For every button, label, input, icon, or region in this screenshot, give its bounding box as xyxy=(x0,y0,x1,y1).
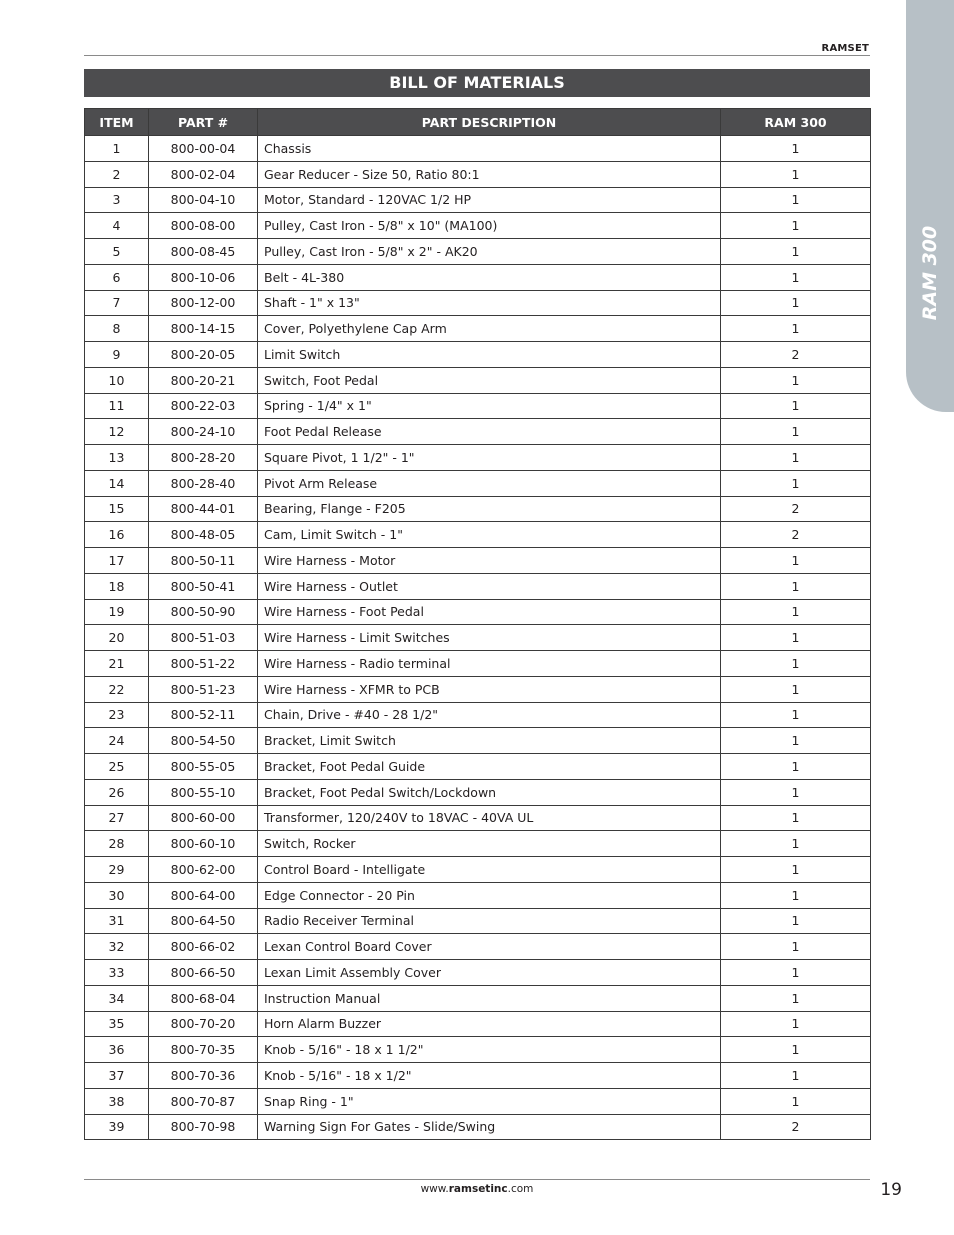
table-row xyxy=(85,702,871,728)
item-cell: 27 xyxy=(85,805,149,831)
item-cell: 5 xyxy=(85,239,149,265)
part-description-cell: Bracket, Foot Pedal Switch/Lockdown xyxy=(258,779,721,805)
part-number-cell: 800-64-00 xyxy=(149,882,258,908)
part-description-cell: Switch, Foot Pedal xyxy=(258,367,721,393)
part-number-cell: 800-66-50 xyxy=(149,960,258,986)
item-cell: 29 xyxy=(85,857,149,883)
part-description-cell: Foot Pedal Release xyxy=(258,419,721,445)
quantity-cell: 1 xyxy=(721,239,871,265)
part-number-cell: 800-62-00 xyxy=(149,857,258,883)
table-row xyxy=(85,728,871,754)
part-number-cell: 800-08-00 xyxy=(149,213,258,239)
part-number-cell: 800-20-05 xyxy=(149,342,258,368)
quantity-cell: 1 xyxy=(721,934,871,960)
item-cell: 36 xyxy=(85,1037,149,1063)
table-row xyxy=(85,676,871,702)
part-number-cell: 800-51-23 xyxy=(149,676,258,702)
part-number-cell: 800-70-87 xyxy=(149,1088,258,1114)
table-row xyxy=(85,573,871,599)
part-number-cell: 800-55-10 xyxy=(149,779,258,805)
part-number-cell: 800-54-50 xyxy=(149,728,258,754)
item-cell: 37 xyxy=(85,1063,149,1089)
table-row xyxy=(85,1037,871,1063)
table-row xyxy=(85,599,871,625)
part-number-cell: 800-28-20 xyxy=(149,445,258,471)
part-number-cell: 800-70-98 xyxy=(149,1114,258,1140)
item-cell: 23 xyxy=(85,702,149,728)
table-row xyxy=(85,857,871,883)
item-cell: 10 xyxy=(85,367,149,393)
item-cell: 22 xyxy=(85,676,149,702)
quantity-cell: 1 xyxy=(721,908,871,934)
part-description-cell: Wire Harness - Outlet xyxy=(258,573,721,599)
table-row xyxy=(85,831,871,857)
item-cell: 12 xyxy=(85,419,149,445)
part-description-cell: Square Pivot, 1 1/2" - 1" xyxy=(258,445,721,471)
part-description-cell: Pulley, Cast Iron - 5/8" x 10" (MA100) xyxy=(258,213,721,239)
header-divider xyxy=(84,55,870,56)
part-description-cell: Warning Sign For Gates - Slide/Swing xyxy=(258,1114,721,1140)
table-row xyxy=(85,1088,871,1114)
quantity-cell: 1 xyxy=(721,651,871,677)
item-cell: 25 xyxy=(85,754,149,780)
item-cell: 32 xyxy=(85,934,149,960)
item-cell: 28 xyxy=(85,831,149,857)
item-cell: 35 xyxy=(85,1011,149,1037)
part-description-cell: Knob - 5/16" - 18 x 1 1/2" xyxy=(258,1037,721,1063)
table-row xyxy=(85,470,871,496)
table-row xyxy=(85,522,871,548)
quantity-cell: 1 xyxy=(721,367,871,393)
item-cell: 14 xyxy=(85,470,149,496)
part-number-cell: 800-50-11 xyxy=(149,548,258,574)
quantity-cell: 1 xyxy=(721,831,871,857)
quantity-cell: 1 xyxy=(721,290,871,316)
item-cell: 17 xyxy=(85,548,149,574)
item-cell: 24 xyxy=(85,728,149,754)
part-description-cell: Wire Harness - Motor xyxy=(258,548,721,574)
quantity-cell: 1 xyxy=(721,805,871,831)
quantity-cell: 1 xyxy=(721,393,871,419)
table-row xyxy=(85,445,871,471)
table-header-row xyxy=(85,109,871,136)
item-cell: 1 xyxy=(85,136,149,162)
quantity-cell: 1 xyxy=(721,548,871,574)
header-brand: RAMSET xyxy=(821,43,869,54)
table-row xyxy=(85,882,871,908)
part-description-cell: Chassis xyxy=(258,136,721,162)
part-description-cell: Gear Reducer - Size 50, Ratio 80:1 xyxy=(258,161,721,187)
table-row xyxy=(85,393,871,419)
part-number-cell: 800-00-04 xyxy=(149,136,258,162)
quantity-cell: 1 xyxy=(721,985,871,1011)
part-description-cell: Belt - 4L-380 xyxy=(258,264,721,290)
part-number-cell: 800-60-10 xyxy=(149,831,258,857)
item-cell: 8 xyxy=(85,316,149,342)
part-description-cell: Lexan Control Board Cover xyxy=(258,934,721,960)
part-number-cell: 800-64-50 xyxy=(149,908,258,934)
table-row xyxy=(85,239,871,265)
table-row xyxy=(85,419,871,445)
quantity-cell: 2 xyxy=(721,1114,871,1140)
table-body xyxy=(85,136,871,1140)
table-row xyxy=(85,342,871,368)
quantity-cell: 1 xyxy=(721,445,871,471)
quantity-cell: 2 xyxy=(721,342,871,368)
table-row xyxy=(85,779,871,805)
part-number-cell: 800-24-10 xyxy=(149,419,258,445)
part-description-cell: Cover, Polyethylene Cap Arm xyxy=(258,316,721,342)
quantity-cell: 1 xyxy=(721,470,871,496)
footer-url[interactable] xyxy=(0,1183,954,1195)
item-cell: 11 xyxy=(85,393,149,419)
part-description-cell: Radio Receiver Terminal xyxy=(258,908,721,934)
part-number-cell: 800-28-40 xyxy=(149,470,258,496)
quantity-cell: 1 xyxy=(721,625,871,651)
table-row xyxy=(85,1011,871,1037)
table-row xyxy=(85,1063,871,1089)
part-number-cell: 800-12-00 xyxy=(149,290,258,316)
part-number-cell: 800-51-22 xyxy=(149,651,258,677)
quantity-cell: 1 xyxy=(721,1011,871,1037)
part-number-cell: 800-02-04 xyxy=(149,161,258,187)
bill-of-materials-table xyxy=(84,108,871,1140)
footer-divider xyxy=(84,1179,870,1180)
table-row xyxy=(85,754,871,780)
quantity-cell: 1 xyxy=(721,136,871,162)
part-number-cell: 800-66-02 xyxy=(149,934,258,960)
part-description-cell: Bracket, Foot Pedal Guide xyxy=(258,754,721,780)
quantity-cell: 1 xyxy=(721,1063,871,1089)
quantity-cell: 1 xyxy=(721,754,871,780)
part-number-cell: 800-68-04 xyxy=(149,985,258,1011)
part-description-cell: Edge Connector - 20 Pin xyxy=(258,882,721,908)
table-row xyxy=(85,985,871,1011)
item-cell: 13 xyxy=(85,445,149,471)
item-cell: 34 xyxy=(85,985,149,1011)
table-row xyxy=(85,161,871,187)
quantity-cell: 1 xyxy=(721,779,871,805)
part-description-cell: Knob - 5/16" - 18 x 1/2" xyxy=(258,1063,721,1089)
item-cell: 2 xyxy=(85,161,149,187)
table-row xyxy=(85,136,871,162)
table-row xyxy=(85,548,871,574)
table-row xyxy=(85,625,871,651)
part-description-cell: Control Board - Intelligate xyxy=(258,857,721,883)
item-cell: 20 xyxy=(85,625,149,651)
quantity-cell: 1 xyxy=(721,728,871,754)
part-number-cell: 800-14-15 xyxy=(149,316,258,342)
part-description-cell: Switch, Rocker xyxy=(258,831,721,857)
part-description-cell: Shaft - 1" x 13" xyxy=(258,290,721,316)
table-row xyxy=(85,496,871,522)
page-title: BILL OF MATERIALS xyxy=(84,69,870,97)
part-description-cell: Bracket, Limit Switch xyxy=(258,728,721,754)
part-number-cell: 800-70-35 xyxy=(149,1037,258,1063)
item-cell: 31 xyxy=(85,908,149,934)
side-tab-label: RAM 300 xyxy=(919,225,941,321)
part-number-cell: 800-48-05 xyxy=(149,522,258,548)
column-header-ram-300: RAM 300 xyxy=(721,109,871,136)
part-number-cell: 800-44-01 xyxy=(149,496,258,522)
part-description-cell: Motor, Standard - 120VAC 1/2 HP xyxy=(258,187,721,213)
item-cell: 19 xyxy=(85,599,149,625)
part-description-cell: Wire Harness - Foot Pedal xyxy=(258,599,721,625)
side-tab xyxy=(906,0,954,412)
quantity-cell: 1 xyxy=(721,1037,871,1063)
part-number-cell: 800-70-20 xyxy=(149,1011,258,1037)
part-description-cell: Bearing, Flange - F205 xyxy=(258,496,721,522)
part-number-cell: 800-04-10 xyxy=(149,187,258,213)
table-row xyxy=(85,960,871,986)
part-number-cell: 800-08-45 xyxy=(149,239,258,265)
table-row xyxy=(85,651,871,677)
item-cell: 6 xyxy=(85,264,149,290)
table-row xyxy=(85,934,871,960)
quantity-cell: 1 xyxy=(721,264,871,290)
part-description-cell: Wire Harness - Limit Switches xyxy=(258,625,721,651)
part-description-cell: Snap Ring - 1" xyxy=(258,1088,721,1114)
item-cell: 9 xyxy=(85,342,149,368)
footer-url-prefix: www. xyxy=(420,1183,449,1195)
item-cell: 26 xyxy=(85,779,149,805)
table-row xyxy=(85,187,871,213)
quantity-cell: 1 xyxy=(721,702,871,728)
table-row xyxy=(85,908,871,934)
part-number-cell: 800-22-03 xyxy=(149,393,258,419)
quantity-cell: 1 xyxy=(721,960,871,986)
item-cell: 16 xyxy=(85,522,149,548)
table-row xyxy=(85,316,871,342)
column-header-item: ITEM xyxy=(85,109,149,136)
item-cell: 21 xyxy=(85,651,149,677)
part-number-cell: 800-52-11 xyxy=(149,702,258,728)
quantity-cell: 1 xyxy=(721,676,871,702)
part-description-cell: Transformer, 120/240V to 18VAC - 40VA UL xyxy=(258,805,721,831)
part-description-cell: Pulley, Cast Iron - 5/8" x 2" - AK20 xyxy=(258,239,721,265)
quantity-cell: 1 xyxy=(721,599,871,625)
page-number: 19 xyxy=(880,1180,902,1200)
part-description-cell: Limit Switch xyxy=(258,342,721,368)
quantity-cell: 1 xyxy=(721,419,871,445)
column-header-part-description: PART DESCRIPTION xyxy=(258,109,721,136)
part-description-cell: Wire Harness - Radio terminal xyxy=(258,651,721,677)
quantity-cell: 1 xyxy=(721,882,871,908)
part-description-cell: Instruction Manual xyxy=(258,985,721,1011)
part-number-cell: 800-51-03 xyxy=(149,625,258,651)
part-number-cell: 800-10-06 xyxy=(149,264,258,290)
quantity-cell: 1 xyxy=(721,1088,871,1114)
item-cell: 7 xyxy=(85,290,149,316)
part-description-cell: Cam, Limit Switch - 1" xyxy=(258,522,721,548)
item-cell: 33 xyxy=(85,960,149,986)
part-description-cell: Chain, Drive - #40 - 28 1/2" xyxy=(258,702,721,728)
quantity-cell: 1 xyxy=(721,316,871,342)
item-cell: 18 xyxy=(85,573,149,599)
part-description-cell: Horn Alarm Buzzer xyxy=(258,1011,721,1037)
part-number-cell: 800-55-05 xyxy=(149,754,258,780)
item-cell: 38 xyxy=(85,1088,149,1114)
part-description-cell: Lexan Limit Assembly Cover xyxy=(258,960,721,986)
item-cell: 15 xyxy=(85,496,149,522)
column-header-part-number: PART # xyxy=(149,109,258,136)
quantity-cell: 1 xyxy=(721,573,871,599)
part-description-cell: Spring - 1/4" x 1" xyxy=(258,393,721,419)
table-row xyxy=(85,290,871,316)
item-cell: 39 xyxy=(85,1114,149,1140)
table-row xyxy=(85,367,871,393)
quantity-cell: 1 xyxy=(721,213,871,239)
part-number-cell: 800-70-36 xyxy=(149,1063,258,1089)
part-number-cell: 800-20-21 xyxy=(149,367,258,393)
table-row xyxy=(85,805,871,831)
item-cell: 3 xyxy=(85,187,149,213)
part-description-cell: Wire Harness - XFMR to PCB xyxy=(258,676,721,702)
quantity-cell: 1 xyxy=(721,161,871,187)
part-description-cell: Pivot Arm Release xyxy=(258,470,721,496)
quantity-cell: 2 xyxy=(721,522,871,548)
item-cell: 4 xyxy=(85,213,149,239)
quantity-cell: 2 xyxy=(721,496,871,522)
table-row xyxy=(85,264,871,290)
quantity-cell: 1 xyxy=(721,187,871,213)
table-row xyxy=(85,213,871,239)
item-cell: 30 xyxy=(85,882,149,908)
table-row xyxy=(85,1114,871,1140)
part-number-cell: 800-50-90 xyxy=(149,599,258,625)
footer-url-suffix: .com xyxy=(507,1183,534,1195)
footer-url-domain: ramsetinc xyxy=(448,1183,508,1195)
part-number-cell: 800-60-00 xyxy=(149,805,258,831)
quantity-cell: 1 xyxy=(721,857,871,883)
part-number-cell: 800-50-41 xyxy=(149,573,258,599)
